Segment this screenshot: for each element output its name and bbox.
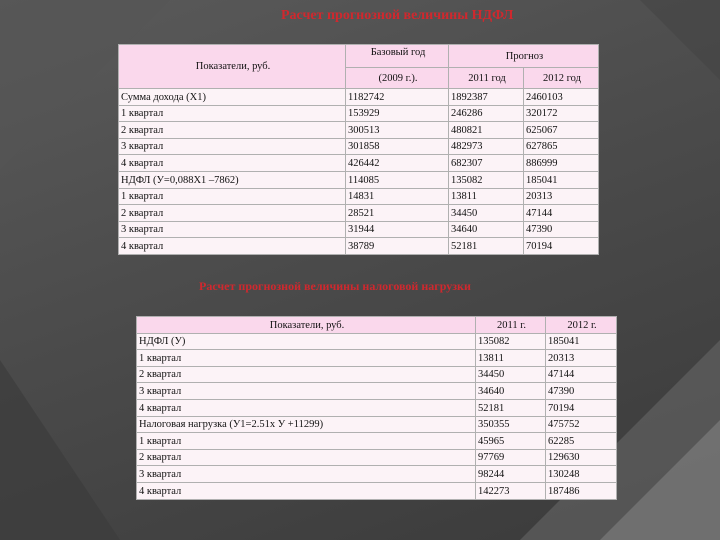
table-row xyxy=(137,333,617,350)
table-row xyxy=(137,449,617,466)
table-row xyxy=(119,188,599,205)
table-row xyxy=(119,105,599,122)
value-2011: 350355 xyxy=(476,416,546,433)
row-label: 4 квартал xyxy=(119,238,346,255)
value-2011: 97769 xyxy=(476,449,546,466)
value-2011: 98244 xyxy=(476,466,546,483)
header-year-2012: 2012 г. xyxy=(546,317,617,334)
forecast-2012-value: 627865 xyxy=(524,138,599,155)
base-year-value: 301858 xyxy=(346,138,449,155)
row-label: 4 квартал xyxy=(119,155,346,172)
forecast-2012-value: 320172 xyxy=(524,105,599,122)
value-2012: 130248 xyxy=(546,466,617,483)
page-title: Расчет прогнозной величины НДФЛ xyxy=(281,8,514,23)
table-row xyxy=(119,221,599,238)
row-label: 1 квартал xyxy=(137,350,476,367)
forecast-2011-value: 13811 xyxy=(449,188,524,205)
forecast-2011-value: 135082 xyxy=(449,171,524,188)
forecast-2012-value: 625067 xyxy=(524,122,599,139)
forecast-2012-value: 185041 xyxy=(524,171,599,188)
row-label: 3 квартал xyxy=(137,466,476,483)
forecast-2012-value: 886999 xyxy=(524,155,599,172)
header-indicator: Показатели, руб. xyxy=(119,45,346,89)
value-2011: 135082 xyxy=(476,333,546,350)
value-2012: 475752 xyxy=(546,416,617,433)
table-row xyxy=(119,238,599,255)
header-year-2012: 2012 год xyxy=(524,68,599,89)
header-year-2011: 2011 год xyxy=(449,68,524,89)
base-year-value: 114085 xyxy=(346,171,449,188)
table-row xyxy=(119,89,599,106)
value-2011: 34640 xyxy=(476,383,546,400)
header-base-year-sub: (2009 г.). xyxy=(346,68,449,89)
row-label: НДФЛ (У) xyxy=(137,333,476,350)
row-label: 2 квартал xyxy=(119,205,346,222)
forecast-2011-value: 34640 xyxy=(449,221,524,238)
table-row xyxy=(137,466,617,483)
base-year-value: 300513 xyxy=(346,122,449,139)
table-row xyxy=(137,399,617,416)
table-row xyxy=(137,416,617,433)
base-year-value: 153929 xyxy=(346,105,449,122)
forecast-2012-value: 47390 xyxy=(524,221,599,238)
forecast-2011-value: 480821 xyxy=(449,122,524,139)
table-row xyxy=(137,366,617,383)
forecast-2012-value: 2460103 xyxy=(524,89,599,106)
forecast-2011-value: 1892387 xyxy=(449,89,524,106)
section-title: Расчет прогнозной величины налоговой нагрузки xyxy=(199,279,471,293)
value-2011: 52181 xyxy=(476,399,546,416)
value-2012: 62285 xyxy=(546,433,617,450)
value-2011: 142273 xyxy=(476,482,546,499)
table-row xyxy=(137,433,617,450)
forecast-2011-value: 682307 xyxy=(449,155,524,172)
value-2012: 187486 xyxy=(546,482,617,499)
forecast-2012-value: 20313 xyxy=(524,188,599,205)
table-row xyxy=(119,122,599,139)
table-row xyxy=(119,138,599,155)
base-year-value: 14831 xyxy=(346,188,449,205)
row-label: 1 квартал xyxy=(119,105,346,122)
header-base-year: Базовый год xyxy=(346,45,449,68)
row-label: 2 квартал xyxy=(137,366,476,383)
forecast-2011-value: 246286 xyxy=(449,105,524,122)
base-year-value: 38789 xyxy=(346,238,449,255)
table-row xyxy=(137,482,617,499)
base-year-value: 426442 xyxy=(346,155,449,172)
value-2012: 47144 xyxy=(546,366,617,383)
row-label: 3 квартал xyxy=(119,138,346,155)
value-2012: 20313 xyxy=(546,350,617,367)
row-label: НДФЛ (У=0,088Х1 –7862) xyxy=(119,171,346,188)
value-2012: 185041 xyxy=(546,333,617,350)
forecast-2012-value: 47144 xyxy=(524,205,599,222)
table-row xyxy=(137,350,617,367)
base-year-value: 1182742 xyxy=(346,89,449,106)
row-label: 2 квартал xyxy=(119,122,346,139)
row-label: 4 квартал xyxy=(137,399,476,416)
tax-burden-table xyxy=(136,316,617,500)
table-row xyxy=(119,155,599,172)
row-label: 4 квартал xyxy=(137,482,476,499)
table-row xyxy=(119,205,599,222)
value-2011: 34450 xyxy=(476,366,546,383)
row-label: 3 квартал xyxy=(137,383,476,400)
forecast-2011-value: 482973 xyxy=(449,138,524,155)
forecast-2012-value: 70194 xyxy=(524,238,599,255)
row-label: Сумма дохода (Х1) xyxy=(119,89,346,106)
forecast-2011-value: 52181 xyxy=(449,238,524,255)
header-year-2011: 2011 г. xyxy=(476,317,546,334)
value-2012: 129630 xyxy=(546,449,617,466)
row-label: 1 квартал xyxy=(119,188,346,205)
row-label: Налоговая нагрузка (У1=2.51х У +11299) xyxy=(137,416,476,433)
header-forecast: Прогноз xyxy=(449,45,599,68)
row-label: 3 квартал xyxy=(119,221,346,238)
table-row xyxy=(137,383,617,400)
row-label: 2 квартал xyxy=(137,449,476,466)
row-label: 1 квартал xyxy=(137,433,476,450)
header-indicator: Показатели, руб. xyxy=(137,317,476,334)
ndfl-forecast-table xyxy=(118,44,599,255)
value-2012: 70194 xyxy=(546,399,617,416)
table-row xyxy=(119,171,599,188)
value-2011: 13811 xyxy=(476,350,546,367)
forecast-2011-value: 34450 xyxy=(449,205,524,222)
value-2011: 45965 xyxy=(476,433,546,450)
base-year-value: 28521 xyxy=(346,205,449,222)
value-2012: 47390 xyxy=(546,383,617,400)
base-year-value: 31944 xyxy=(346,221,449,238)
